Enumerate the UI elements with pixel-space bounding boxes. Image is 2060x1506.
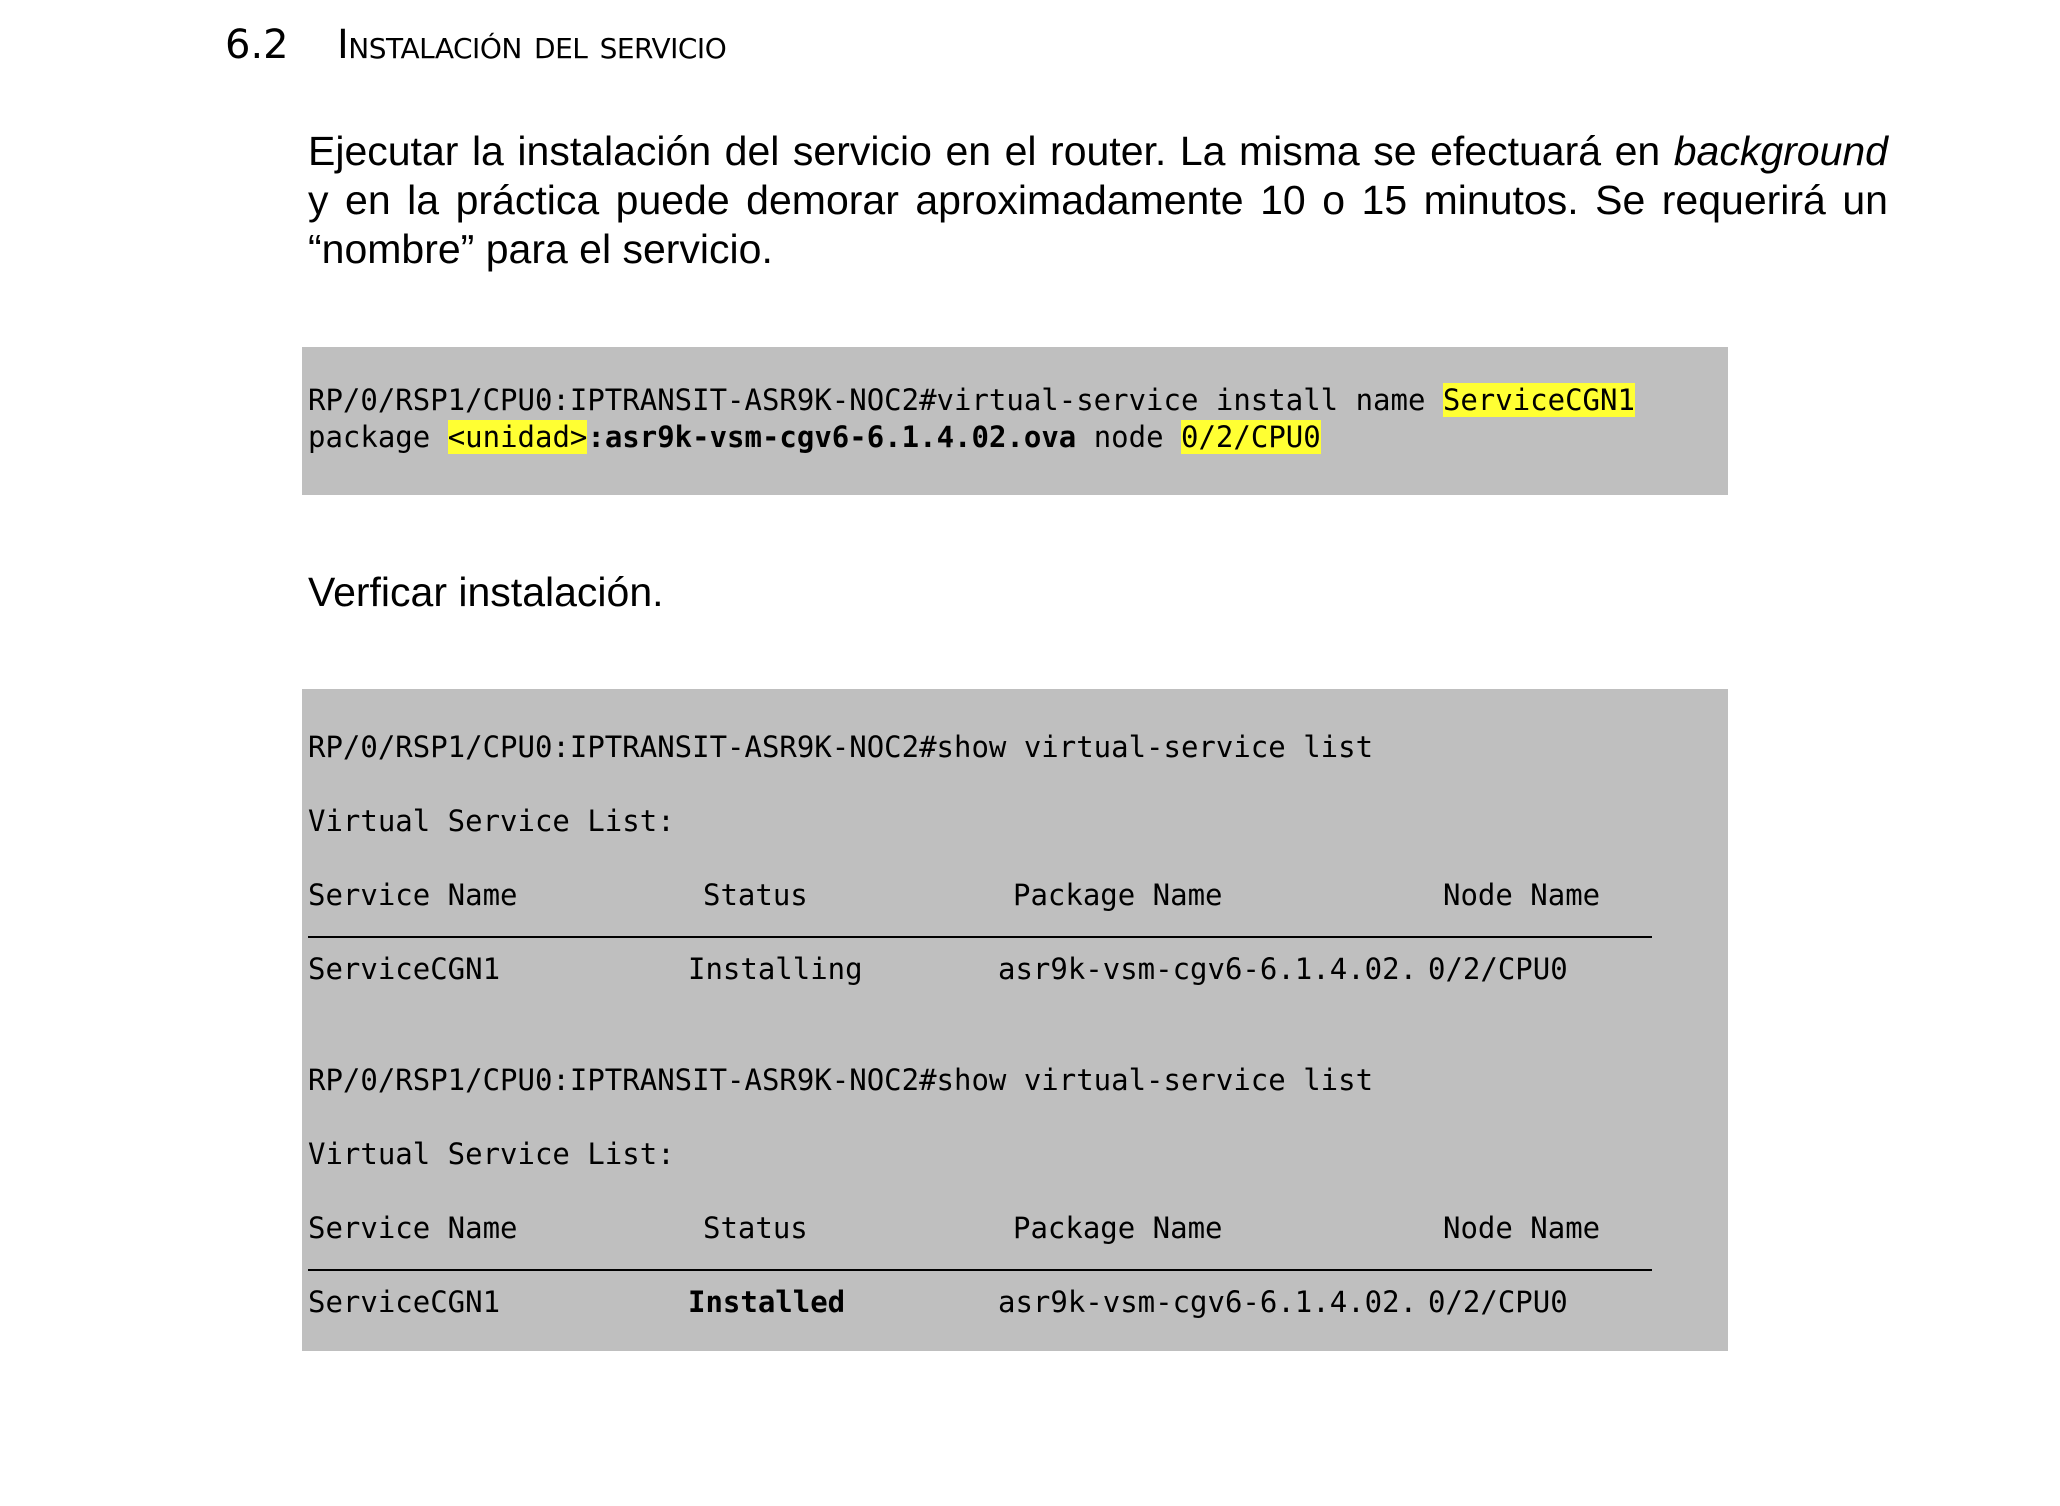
- header-package-name: Package Name: [1013, 1211, 1223, 1245]
- intro-text-2: y en la práctica puede demorar aproximadamente 10 o 15 minutos. Se requerirá un “nombre” para el servicio.: [308, 177, 1888, 272]
- package-file: :asr9k-vsm-cgv6-6.1.4.02.ova: [587, 420, 1077, 454]
- row-package-name: asr9k-vsm-cgv6-6.1.4.02.: [998, 1285, 1418, 1319]
- table-header-1: [308, 877, 1728, 914]
- table-row: [308, 1284, 1728, 1321]
- list-title-1: Virtual Service List:: [308, 804, 675, 838]
- install-command-line-2: [308, 419, 1728, 456]
- table-divider-2: [308, 1269, 1652, 1271]
- header-package-name: Package Name: [1013, 878, 1223, 912]
- header-service-name: Service Name: [308, 1211, 518, 1245]
- row-status: Installed: [688, 1285, 846, 1319]
- row-node-name: 0/2/CPU0: [1428, 952, 1568, 986]
- install-command-line-1: [308, 382, 1728, 419]
- node-keyword: node: [1076, 420, 1182, 454]
- row-node-name: 0/2/CPU0: [1428, 1285, 1568, 1319]
- section-heading: [225, 22, 726, 72]
- table-header-2: [308, 1210, 1728, 1247]
- header-status: Status: [703, 1211, 808, 1245]
- show-command-1: RP/0/RSP1/CPU0:IPTRANSIT-ASR9K-NOC2#show virtual-service list: [308, 730, 1374, 764]
- header-status: Status: [703, 878, 808, 912]
- unit-placeholder-highlight: <unidad>: [447, 420, 588, 454]
- row-status: Installing: [688, 952, 863, 986]
- package-keyword: package: [308, 420, 448, 454]
- section-title: Instalación del servicio: [337, 22, 727, 68]
- show-command-2: RP/0/RSP1/CPU0:IPTRANSIT-ASR9K-NOC2#show virtual-service list: [308, 1063, 1374, 1097]
- intro-text-1: Ejecutar la instalación del servicio en el router. La misma se efectuará en: [308, 128, 1674, 174]
- list-title-2: Virtual Service List:: [308, 1137, 675, 1171]
- row-package-name: asr9k-vsm-cgv6-6.1.4.02.: [998, 952, 1418, 986]
- header-service-name: Service Name: [308, 878, 518, 912]
- install-command-block: [302, 347, 1728, 495]
- table-divider-1: [308, 936, 1652, 938]
- row-service-name: ServiceCGN1: [308, 1285, 501, 1319]
- verify-paragraph: Verficar instalación.: [308, 569, 664, 615]
- row-service-name: ServiceCGN1: [308, 952, 501, 986]
- intro-italic: background: [1673, 128, 1888, 174]
- table-row: [308, 951, 1728, 988]
- header-node-name: Node Name: [1443, 1211, 1601, 1245]
- header-node-name: Node Name: [1443, 878, 1601, 912]
- node-highlight: 0/2/CPU0: [1181, 420, 1321, 454]
- section-number: 6.2: [225, 22, 289, 68]
- install-prompt: RP/0/RSP1/CPU0:IPTRANSIT-ASR9K-NOC2#virtual-service install name: [308, 383, 1443, 417]
- verify-output-block: [302, 689, 1728, 1351]
- intro-paragraph: [308, 127, 1888, 274]
- service-name-highlight: ServiceCGN1: [1442, 383, 1635, 417]
